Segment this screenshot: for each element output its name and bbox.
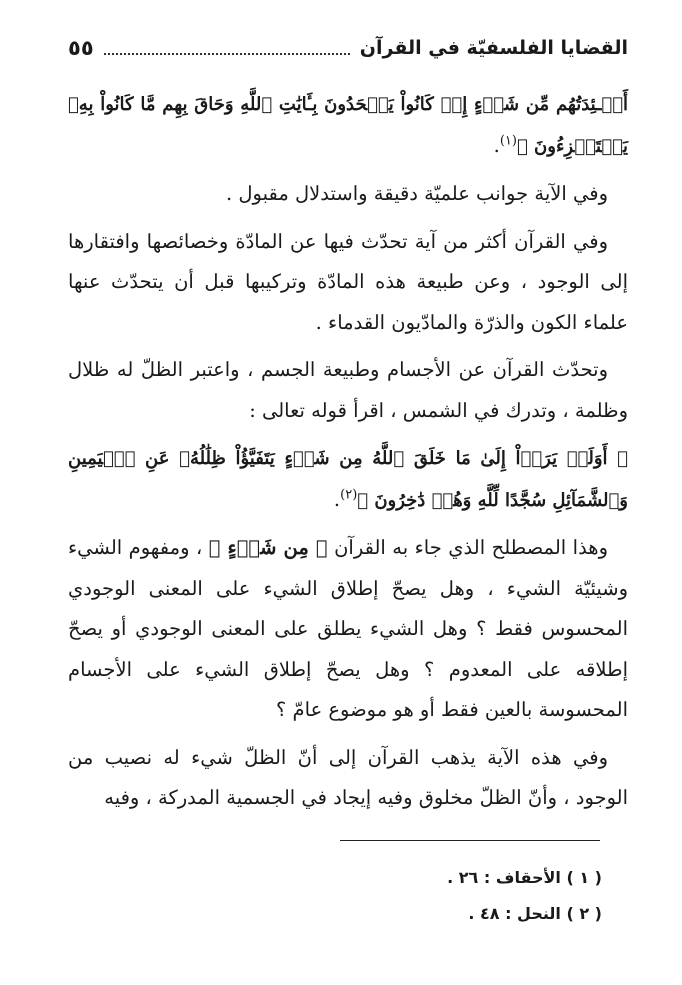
footnote-1: ( ١ ) الأحقاف : ٢٦ . bbox=[447, 868, 602, 887]
paragraph: وفي الآية جوانب علميّة دقيقة واستدلال مقبول . bbox=[225, 182, 608, 205]
footnote-2: ( ٢ ) النحل : ٤٨ . bbox=[468, 904, 602, 923]
quran-phrase: ﴿ مِن شَيۡءٍ ﴾ bbox=[208, 536, 328, 559]
running-header bbox=[68, 30, 628, 66]
main-text bbox=[68, 84, 628, 826]
paragraph-quran-continuation bbox=[68, 84, 628, 167]
verse-period: . bbox=[493, 133, 500, 157]
paragraph-text: وهذا المصطلح الذي جاء به القرآن bbox=[334, 536, 609, 559]
quran-verse: ﴿ أَوَلَمۡ يَرَوۡاْ إِلَىٰ مَا خَلَقَ ٱللَّهُ مِن شَيۡءٍ يَتَفَيَّؤُاْ ظِلَٰلُهُۥ عَنِ ٱلۡيَمِينِ وَٱلشَّمَآئِلِ سُجَّدًا لِّلَّهِ وَهُمۡ دَٰخِرُونَ ﴾ bbox=[68, 448, 628, 511]
header-title: القضايا الفلسفيّة في القرآن bbox=[359, 37, 628, 59]
paragraph-text: ، ومفهوم الشيء وشيئيّة الشيء ، وهل يصحّ إطلاق الشيء على المعنى الوجودي المحسوس فقط ؟ وهل الشيء يطلق على المعنى الوجودي أو يصحّ إطلاقه على المعدوم ؟ وهل يصحّ إطلاق الشيء على الأجسام المحسوسة بالعين فقط أو هو موضوع عامّ ؟ bbox=[68, 536, 628, 721]
paragraph: وتحدّث القرآن عن الأجسام وطبيعة الجسم ، واعتبر الظلّ له ظلال وظلمة ، وتدرك في الشمس ، اقرأ قوله تعالى : bbox=[68, 358, 628, 422]
footnote-ref-1: (١) bbox=[499, 133, 517, 148]
quran-verse: أَفۡـئِدَتُهُم مِّن شَيۡءٍ إِذۡ كَانُواْ يَجۡحَدُونَ بِـَٔايَٰتِ ٱللَّهِ وَحَاقَ بِهِم مَّا كَانُواْ بِهِۦ يَسۡتَهۡزِءُونَ ﴾ bbox=[68, 94, 628, 157]
footnotes bbox=[82, 860, 602, 932]
verse-period: . bbox=[333, 487, 341, 511]
paragraph-quran-quote bbox=[68, 438, 628, 521]
footnote-ref-2: (٢) bbox=[340, 487, 358, 502]
paragraph bbox=[68, 528, 628, 731]
paragraph: وفي هذه الآية يذهب القرآن إلى أنّ الظلّ شيء له نصيب من الوجود ، وأنّ الظلّ مخلوق وفيه إيجاد في الجسمية المدركة ، وفيه bbox=[68, 745, 628, 809]
header-leader-dots bbox=[104, 41, 350, 55]
paragraph: وفي القرآن أكثر من آية تحدّث فيها عن المادّة وخصائصها وافتقارها إلى الوجود ، وعن طبيعة هذه المادّة وتركيبها قبل أن يتحدّث عنها علماء الكون والذرّة والمادّيون القدماء . bbox=[68, 229, 628, 334]
page-number: ٥٥ bbox=[68, 36, 94, 60]
footnote-divider bbox=[340, 840, 600, 841]
